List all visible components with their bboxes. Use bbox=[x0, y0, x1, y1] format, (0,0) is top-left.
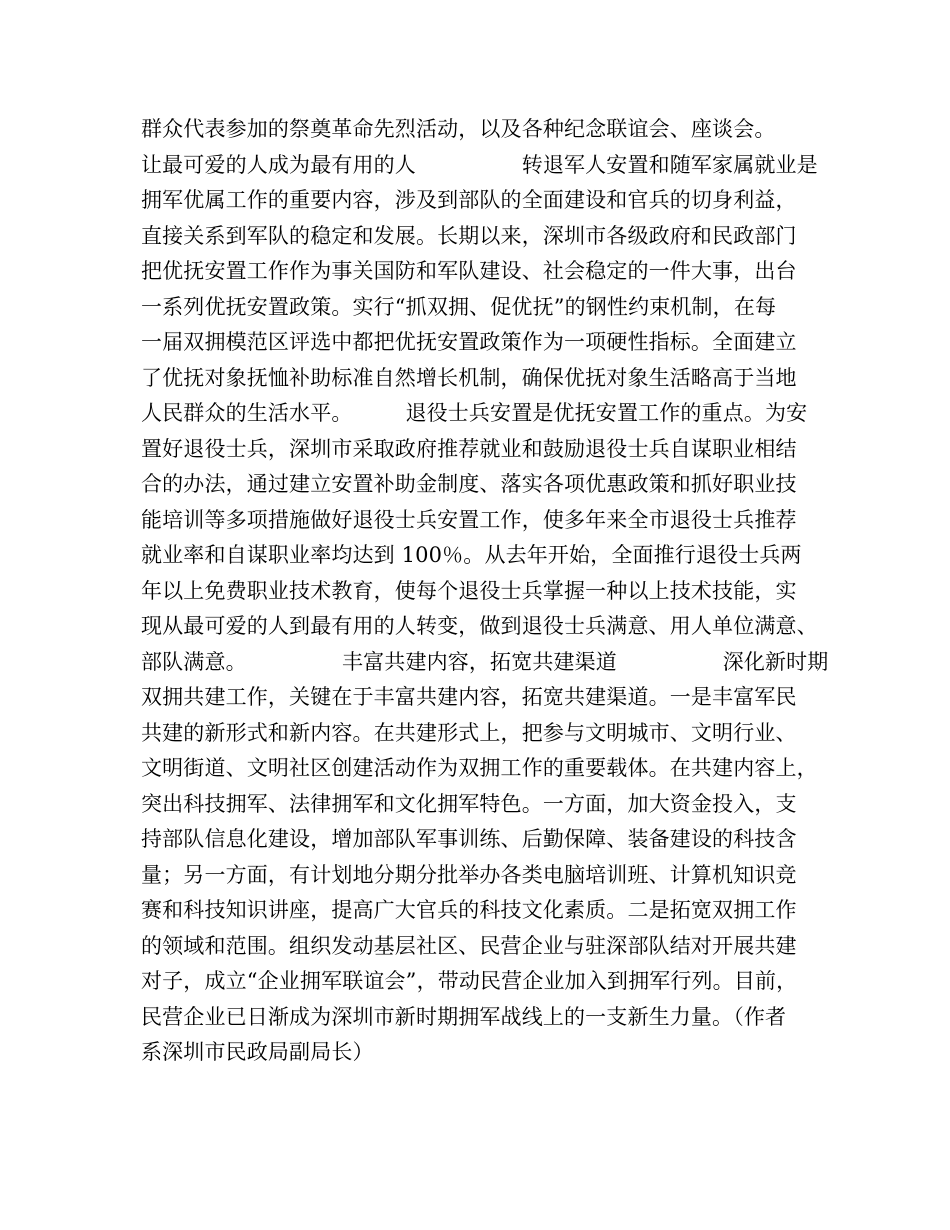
paragraph-line: 能培训等多项措施做好退役士兵安置工作，使多年来全市退役士兵推荐 bbox=[141, 508, 797, 532]
paragraph-line: 直接关系到军队的稳定和发展。长期以来，深圳市各级政府和民政部门 bbox=[141, 224, 797, 248]
paragraph-line: 拥军优属工作的重要内容，涉及到部队的全面建设和官兵的切身利益， bbox=[141, 188, 797, 212]
paragraph-line: 突出科技拥军、法律拥军和文化拥军特色。一方面，加大资金投入，支 bbox=[141, 792, 797, 816]
paragraph-line: 文明街道、文明社区创建活动作为双拥工作的重要载体。在共建内容上， bbox=[141, 756, 818, 780]
paragraph-line: 民营企业已日渐成为深圳市新时期拥军战线上的一支新生力量。（作者 bbox=[141, 1005, 787, 1029]
paragraph-line: 部队满意。 丰富共建内容，拓宽共建渠道 深化新时期 bbox=[141, 650, 829, 674]
paragraph-line: 置好退役士兵，深圳市采取政府推荐就业和鼓励退役士兵自谋职业相结 bbox=[141, 437, 797, 461]
paragraph-line: 群众代表参加的祭奠革命先烈活动，以及各种纪念联谊会、座谈会。 bbox=[141, 117, 776, 141]
paragraph-line: 赛和科技知识讲座，提高广大官兵的科技文化素质。二是拓宽双拥工作 bbox=[141, 898, 797, 922]
paragraph-line: 年以上免费职业技术教育，使每个退役士兵掌握一种以上技术技能，实 bbox=[141, 579, 797, 603]
paragraph-line: 量；另一方面，有计划地分期分批举办各类电脑培训班、计算机知识竞 bbox=[141, 863, 797, 887]
paragraph-line: 合的办法，通过建立安置补助金制度、落实各项优惠政策和抓好职业技 bbox=[141, 472, 797, 496]
paragraph-line: 了优抚对象抚恤补助标准自然增长机制，确保优抚对象生活略高于当地 bbox=[141, 366, 797, 390]
paragraph-line: 就业率和自谋职业率均达到 100％。从去年开始，全面推行退役士兵两 bbox=[141, 543, 802, 567]
paragraph-line: 一系列优抚安置政策。实行“抓双拥、促优抚”的钢性约束机制，在每 bbox=[141, 295, 777, 319]
paragraph-line: 人民群众的生活水平。 退役士兵安置是优抚安置工作的重点。为安 bbox=[141, 401, 808, 425]
paragraph-line: 持部队信息化建设，增加部队军事训练、后勤保障、装备建设的科技含 bbox=[141, 827, 797, 851]
paragraph-line: 双拥共建工作，关键在于丰富共建内容，拓宽共建渠道。一是丰富军民 bbox=[141, 685, 797, 709]
paragraph-line: 的领域和范围。组织发动基层社区、民营企业与驻深部队结对开展共建 bbox=[141, 934, 797, 958]
paragraph-line: 对子，成立“企业拥军联谊会”，带动民营企业加入到拥军行列。目前， bbox=[141, 969, 798, 993]
paragraph-line: 把优抚安置工作作为事关国防和军队建设、社会稳定的一件大事，出台 bbox=[141, 259, 797, 283]
paragraph-line: 共建的新形式和新内容。在共建形式上，把参与文明城市、文明行业、 bbox=[141, 721, 797, 745]
paragraph-line: 现从最可爱的人到最有用的人转变，做到退役士兵满意、用人单位满意、 bbox=[141, 614, 818, 638]
paragraph-line: 让最可爱的人成为最有用的人 转退军人安置和随军家属就业是 bbox=[141, 153, 818, 177]
paragraph-line: 一届双拥模范区评选中都把优抚安置政策作为一项硬性指标。全面建立 bbox=[141, 330, 797, 354]
paragraph-line: 系深圳市民政局副局长） bbox=[141, 1040, 374, 1064]
